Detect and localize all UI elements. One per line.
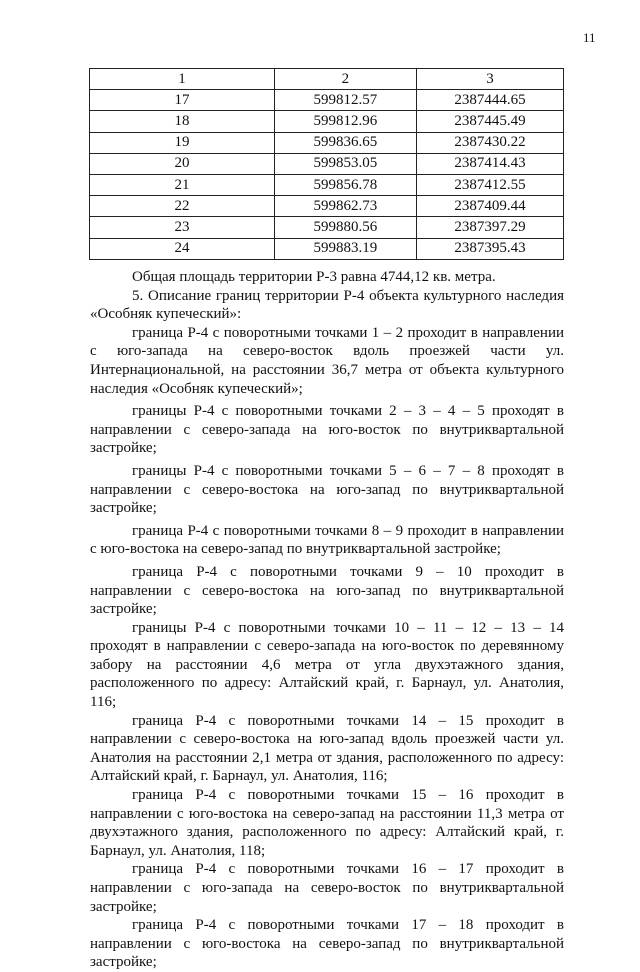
boundary-description: граница Р-4 с поворотными точками 16 – 17 проходит в направлении с юго-запада на северо-восток по внутриквартальной застройке; <box>90 861 564 915</box>
table-header-row <box>90 69 564 90</box>
table-cell-x: 599880.56 <box>274 217 416 238</box>
table-cell-y: 2387397.29 <box>416 217 563 238</box>
boundary-description: граница Р-4 с поворотными точками 8 – 9 проходит в направлении с юго-востока на северо-запад по внутриквартальной застройке; <box>90 522 564 558</box>
boundary-description: границы Р-4 с поворотными точками 5 – 6 – 7 – 8 проходят в направлении с северо-востока на юго-запад по внутриквартальной застройке; <box>90 462 564 517</box>
boundary-description: граница Р-4 с поворотными точками 14 – 15 проходит в направлении с северо-востока на юго-запад вдоль проезжей части ул. Анатолия на расстоянии 2,1 метра от здания, расположенного по адресу: Алтайский край, г. Барнаул, ул. Анатолия, 116; <box>90 712 564 785</box>
table-cell-y: 2387445.49 <box>416 111 563 132</box>
table-cell-y: 2387409.44 <box>416 196 563 217</box>
table-cell-point: 20 <box>90 153 275 174</box>
header-cell-x: 2 <box>274 69 416 90</box>
table-row <box>90 217 564 238</box>
table-cell-x: 599862.73 <box>274 196 416 217</box>
table-cell-point: 19 <box>90 132 275 153</box>
table-cell-point: 23 <box>90 217 275 238</box>
table-row <box>90 196 564 217</box>
document-body <box>90 268 564 972</box>
table-cell-point: 17 <box>90 90 275 111</box>
header-cell-y: 3 <box>416 69 563 90</box>
table-cell-y: 2387412.55 <box>416 174 563 195</box>
table-row <box>90 153 564 174</box>
table-row <box>90 90 564 111</box>
table-row <box>90 132 564 153</box>
boundary-description: границы Р-4 с поворотными точками 2 – 3 – 4 – 5 проходят в направлении с северо-запада на юго-восток по внутриквартальной застройке; <box>90 403 564 457</box>
table-cell-x: 599812.57 <box>274 90 416 111</box>
table-cell-point: 21 <box>90 174 275 195</box>
table-cell-x: 599853.05 <box>274 153 416 174</box>
table-cell-point: 24 <box>90 238 275 259</box>
boundary-description: граница Р-4 с поворотными точками 17 – 18 проходит в направлении с юго-востока на северо-запад по внутриквартальной застройке; <box>90 917 564 971</box>
table-row <box>90 238 564 259</box>
table-row <box>90 111 564 132</box>
table-cell-y: 2387430.22 <box>416 132 563 153</box>
coordinates-table-body <box>90 69 564 260</box>
page-number: 11 <box>583 30 596 45</box>
table-cell-y: 2387395.43 <box>416 238 563 259</box>
table-cell-y: 2387444.65 <box>416 90 563 111</box>
boundary-description: граница Р-4 с поворотными точками 15 – 16 проходит в направлении с юго-востока на северо-запад на расстоянии 11,3 метра от двухэтажного здания, расположенного по адресу: Алтайский край, г. Барнаул, ул. Анатолия, 118; <box>90 787 564 859</box>
boundary-description: границы Р-4 с поворотными точками 10 – 11 – 12 – 13 – 14 проходят в направлении с северо-запада на юго-восток по деревянному забору на расстоянии 4,6 метра от угла двухэтажного здания, расположенного по адресу: Алтайский край, г. Барнаул, ул. Анатолия, 116; <box>90 619 564 711</box>
table-cell-point: 22 <box>90 196 275 217</box>
boundary-description: граница Р-4 с поворотными точками 9 – 10 проходит в направлении с северо-востока на юго-запад по внутриквартальной застройке; <box>90 563 564 618</box>
table-row <box>90 174 564 195</box>
table-cell-x: 599836.65 <box>274 132 416 153</box>
coordinates-table <box>89 68 564 260</box>
table-cell-point: 18 <box>90 111 275 132</box>
boundary-description: граница Р-4 с поворотными точками 1 – 2 проходит в направлении с юго-запада на северо-восток вдоль проезжей части ул. Интернациональной, на расстоянии 36,7 метра от объекта культурного наследия «Особняк купеческий»; <box>90 324 564 397</box>
table-cell-x: 599856.78 <box>274 174 416 195</box>
section-heading: 5. Описание границ территории Р-4 объекта культурного наследия «Особняк купеческий»: <box>90 287 564 323</box>
header-cell-point: 1 <box>90 69 275 90</box>
table-cell-x: 599812.96 <box>274 111 416 132</box>
table-cell-y: 2387414.43 <box>416 153 563 174</box>
table-cell-x: 599883.19 <box>274 238 416 259</box>
area-statement: Общая площадь территории Р-3 равна 4744,12 кв. метра. <box>132 269 496 285</box>
